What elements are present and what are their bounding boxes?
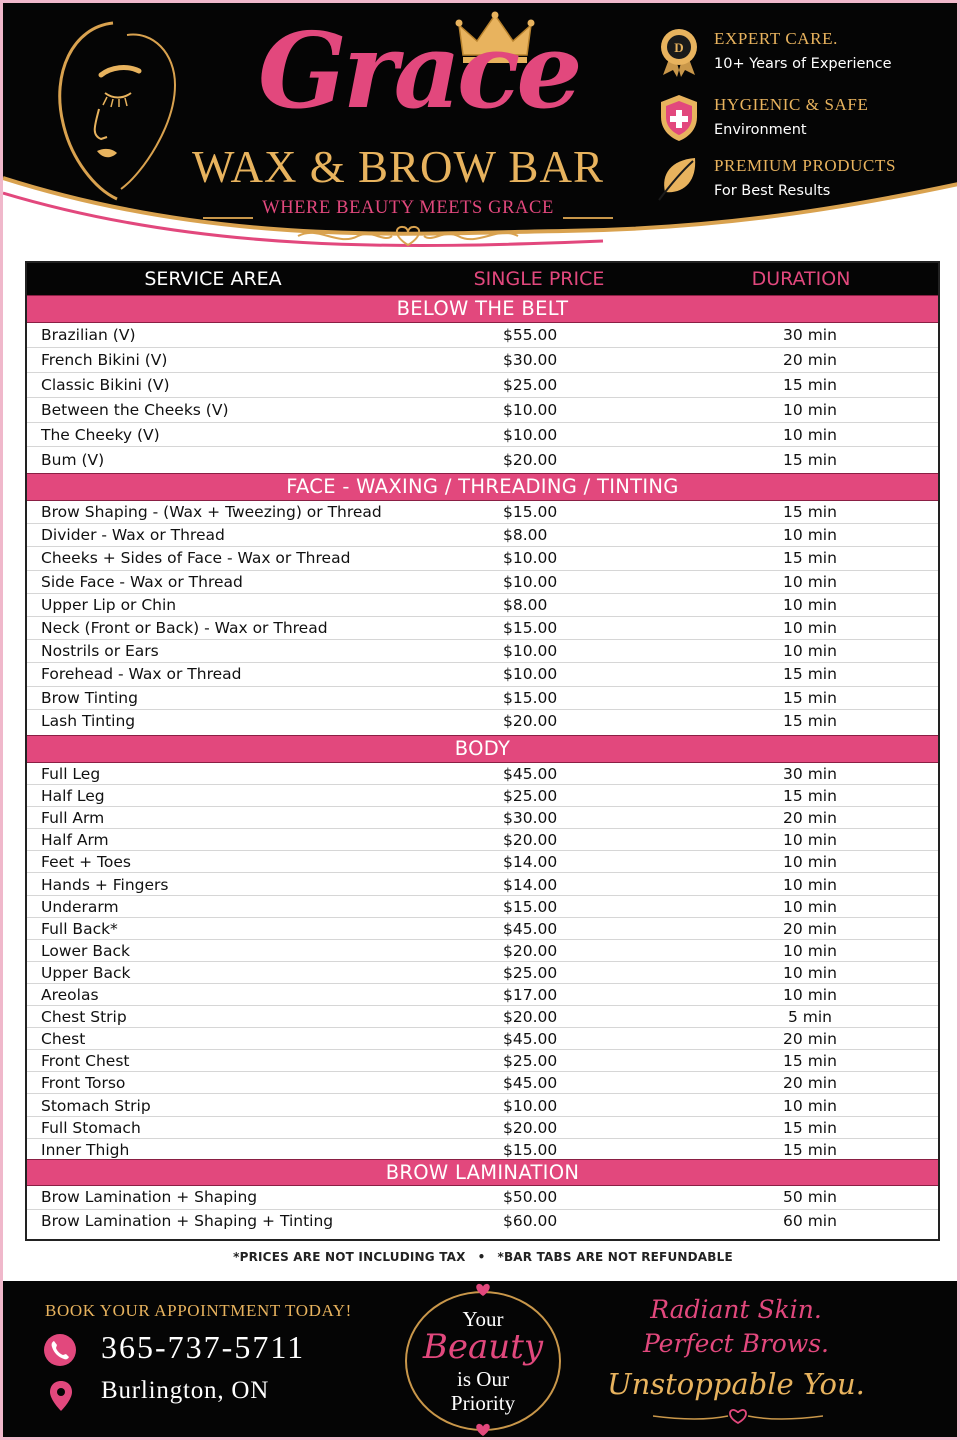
table-row — [27, 323, 938, 348]
slogan-line-1: Radiant Skin. — [650, 1295, 822, 1324]
service-name: Brazilian (V) — [41, 326, 136, 344]
service-name: Brow Shaping - (Wax + Tweezing) or Thread — [41, 503, 382, 521]
service-duration: 10 min — [783, 831, 837, 850]
price-table — [25, 261, 940, 1241]
table-row — [27, 398, 938, 423]
service-name: Divider - Wax or Thread — [41, 526, 225, 545]
service-price: $45.00 — [503, 919, 558, 938]
service-name: Areolas — [41, 986, 99, 1004]
service-name: Full Stomach — [41, 1118, 141, 1137]
service-name: Stomach Strip — [41, 1096, 151, 1115]
service-duration: 10 min — [783, 526, 837, 545]
service-price: $10.00 — [503, 572, 558, 591]
phone-icon — [43, 1333, 77, 1367]
tagline: WHERE BEAUTY MEETS GRACE — [262, 198, 554, 218]
service-name: Full Back* — [41, 919, 118, 938]
note-separator: • — [477, 1250, 486, 1264]
service-duration: 15 min — [783, 711, 837, 730]
service-name: Chest — [41, 1030, 86, 1049]
table-row — [27, 448, 938, 473]
service-name: Upper Back — [41, 963, 131, 982]
service-duration: 60 min — [783, 1211, 837, 1230]
table-header — [27, 263, 938, 295]
book-appointment-title: BOOK YOUR APPOINTMENT TODAY! — [45, 1301, 352, 1320]
table-row — [27, 1006, 938, 1028]
service-name: French Bikini (V) — [41, 350, 168, 369]
service-duration: 10 min — [783, 400, 837, 419]
service-price: $30.00 — [503, 350, 558, 369]
footnotes — [3, 1250, 960, 1264]
service-price: $15.00 — [503, 1140, 558, 1159]
table-row — [27, 940, 938, 962]
service-duration: 10 min — [783, 619, 837, 637]
header-service-area: SERVICE AREA — [144, 268, 282, 290]
leaf-icon — [653, 152, 705, 204]
service-duration: 20 min — [783, 1074, 837, 1093]
service-price: $20.00 — [503, 1008, 558, 1027]
flourish-heart-ornament-icon — [288, 223, 528, 249]
service-duration: 15 min — [783, 1140, 837, 1159]
service-price: $20.00 — [503, 450, 558, 469]
service-price: $10.00 — [503, 549, 558, 568]
svg-text:D: D — [674, 40, 684, 55]
service-name: Full Leg — [41, 765, 101, 783]
service-name: Bum (V) — [41, 450, 105, 469]
service-price: $20.00 — [503, 1118, 558, 1137]
service-name: Underarm — [41, 897, 119, 916]
table-row — [27, 640, 938, 663]
service-duration: 15 min — [783, 450, 837, 469]
service-price: $14.00 — [503, 875, 558, 894]
table-row — [27, 1072, 938, 1094]
service-price: $60.00 — [503, 1211, 558, 1230]
table-row — [27, 829, 938, 851]
service-price: $15.00 — [503, 503, 558, 521]
service-name: Half Leg — [41, 787, 105, 806]
service-name: Front Torso — [41, 1074, 126, 1093]
section-title: BODY — [27, 735, 938, 763]
service-duration: 20 min — [783, 809, 837, 828]
feature-desc: For Best Results — [714, 183, 831, 199]
location-pin-icon — [49, 1380, 73, 1412]
service-duration: 15 min — [783, 375, 837, 394]
service-price: $15.00 — [503, 619, 558, 637]
footer — [3, 1281, 960, 1440]
brand-subtitle: WAX & BROW BAR — [192, 142, 604, 192]
heart-flourish-icon — [653, 1407, 823, 1425]
service-duration: 10 min — [783, 572, 837, 591]
service-duration: 15 min — [783, 503, 837, 521]
badge-line-3: is Our — [457, 1367, 509, 1391]
table-row — [27, 1210, 938, 1234]
table-row — [27, 1095, 938, 1117]
heart-icon — [475, 1423, 491, 1437]
service-duration: 15 min — [783, 787, 837, 806]
service-price: $25.00 — [503, 1052, 558, 1071]
table-row — [27, 547, 938, 570]
table-row — [27, 785, 938, 807]
badge-line-4: Priority — [450, 1391, 516, 1415]
service-name: Neck (Front or Back) - Wax or Thread — [41, 619, 328, 637]
note-tax: *PRICES ARE NOT INCLUDING TAX — [233, 1250, 466, 1264]
service-name: Chest Strip — [41, 1008, 127, 1027]
service-duration: 10 min — [783, 1096, 837, 1115]
service-price: $20.00 — [503, 941, 558, 960]
service-price: $10.00 — [503, 400, 558, 419]
service-duration: 10 min — [783, 986, 837, 1004]
section-title: FACE - WAXING / THREADING / TINTING — [27, 473, 938, 501]
service-duration: 20 min — [783, 1030, 837, 1049]
service-price: $10.00 — [503, 642, 558, 661]
award-badge-icon — [653, 25, 705, 77]
service-duration: 10 min — [783, 897, 837, 916]
service-name: Front Chest — [41, 1052, 130, 1071]
service-price: $20.00 — [503, 831, 558, 850]
shield-plus-icon — [653, 91, 705, 143]
table-row — [27, 763, 938, 785]
table-row — [27, 807, 938, 829]
table-row — [27, 348, 938, 373]
table-row — [27, 710, 938, 733]
table-row — [27, 524, 938, 547]
service-duration: 30 min — [783, 326, 837, 344]
table-row — [27, 1186, 938, 1210]
location-text: Burlington, ON — [101, 1377, 270, 1404]
table-row — [27, 617, 938, 640]
service-duration: 15 min — [783, 549, 837, 568]
table-row — [27, 851, 938, 873]
priority-badge — [399, 1287, 567, 1435]
service-name: Lower Back — [41, 941, 130, 960]
service-duration: 10 min — [783, 642, 837, 661]
phone-number[interactable]: 365-737-5711 — [101, 1329, 306, 1365]
table-row — [27, 571, 938, 594]
service-duration: 5 min — [787, 1008, 833, 1027]
badge-line-1: Your — [462, 1307, 504, 1331]
table-row — [27, 1028, 938, 1050]
service-name: Nostrils or Ears — [41, 642, 159, 661]
feature-expert-care — [653, 25, 953, 81]
service-duration: 15 min — [783, 688, 837, 707]
feature-hygienic — [653, 91, 953, 147]
header-single-price: SINGLE PRICE — [473, 268, 605, 290]
table-row — [27, 896, 938, 918]
slogan-line-2: Perfect Brows. — [642, 1329, 830, 1358]
service-name: Classic Bikini (V) — [41, 375, 170, 394]
table-row — [27, 1139, 938, 1161]
service-duration: 10 min — [783, 941, 837, 960]
service-price: $50.00 — [503, 1188, 558, 1206]
service-duration: 10 min — [783, 595, 837, 614]
table-row — [27, 501, 938, 524]
service-duration: 10 min — [783, 875, 837, 894]
service-duration: 30 min — [783, 765, 837, 783]
feature-title: PREMIUM PRODUCTS — [714, 156, 896, 175]
brand-name: Grace — [258, 9, 579, 132]
slogan-line-3: Unstoppable You. — [607, 1367, 865, 1401]
service-duration: 10 min — [783, 963, 837, 982]
service-price: $25.00 — [503, 375, 558, 394]
service-name: Between the Cheeks (V) — [41, 400, 229, 419]
service-price: $10.00 — [503, 425, 558, 444]
service-duration: 50 min — [783, 1188, 837, 1206]
service-name: Half Arm — [41, 831, 109, 850]
table-row — [27, 1050, 938, 1072]
badge-line-2: Beauty — [422, 1327, 544, 1367]
service-price: $25.00 — [503, 787, 558, 806]
service-duration: 20 min — [783, 350, 837, 369]
table-row — [27, 962, 938, 984]
service-name: Full Arm — [41, 809, 105, 828]
service-price: $25.00 — [503, 963, 558, 982]
service-name: Side Face - Wax or Thread — [41, 572, 243, 591]
section-title: BELOW THE BELT — [27, 295, 938, 323]
service-duration: 15 min — [783, 665, 837, 684]
service-name: Brow Lamination + Shaping + Tinting — [41, 1211, 334, 1230]
face-logo-icon — [43, 13, 183, 203]
tagline-rule-right — [563, 217, 613, 219]
service-price: $14.00 — [503, 853, 558, 872]
service-name: Feet + Toes — [41, 853, 131, 872]
feature-desc: Environment — [714, 122, 807, 138]
service-name: Hands + Fingers — [41, 875, 169, 894]
service-name: Brow Lamination + Shaping — [41, 1188, 258, 1206]
service-price: $8.00 — [503, 526, 548, 545]
service-name: Brow Tinting — [41, 688, 138, 707]
header-duration: DURATION — [751, 268, 851, 290]
service-price: $30.00 — [503, 809, 558, 828]
service-name: Upper Lip or Chin — [41, 595, 177, 614]
service-price: $45.00 — [503, 1030, 558, 1049]
table-row — [27, 984, 938, 1006]
service-name: The Cheeky (V) — [41, 425, 160, 444]
service-duration: 15 min — [783, 1118, 837, 1137]
service-duration: 10 min — [783, 853, 837, 872]
table-row — [27, 1117, 938, 1139]
service-price: $10.00 — [503, 665, 558, 684]
service-price: $55.00 — [503, 326, 558, 344]
service-price: $20.00 — [503, 711, 558, 730]
section-title: BROW LAMINATION — [27, 1159, 938, 1186]
service-name: Lash Tinting — [41, 711, 136, 730]
service-name: Inner Thigh — [41, 1140, 130, 1159]
header — [3, 3, 960, 258]
table-row — [27, 918, 938, 940]
service-name: Forehead - Wax or Thread — [41, 665, 242, 684]
service-price: $45.00 — [503, 765, 558, 783]
table-row — [27, 373, 938, 398]
service-price: $45.00 — [503, 1074, 558, 1093]
table-row — [27, 874, 938, 896]
table-row — [27, 423, 938, 448]
service-price: $15.00 — [503, 897, 558, 916]
service-duration: 15 min — [783, 1052, 837, 1071]
service-duration: 10 min — [783, 425, 837, 444]
table-row — [27, 663, 938, 686]
service-price: $15.00 — [503, 688, 558, 707]
note-bar-tabs: *BAR TABS ARE NOT REFUNDABLE — [497, 1250, 733, 1264]
table-row — [27, 594, 938, 617]
tagline-block — [203, 195, 613, 221]
service-duration: 20 min — [783, 919, 837, 938]
service-price: $17.00 — [503, 986, 558, 1004]
service-price: $8.00 — [503, 595, 548, 614]
feature-desc: 10+ Years of Experience — [714, 56, 892, 72]
service-name: Cheeks + Sides of Face - Wax or Thread — [41, 549, 351, 568]
feature-premium — [653, 152, 953, 208]
feature-title: HYGIENIC & SAFE — [714, 95, 869, 114]
heart-icon — [475, 1283, 491, 1297]
service-price: $10.00 — [503, 1096, 558, 1115]
feature-title: EXPERT CARE. — [714, 29, 838, 48]
table-row — [27, 687, 938, 710]
